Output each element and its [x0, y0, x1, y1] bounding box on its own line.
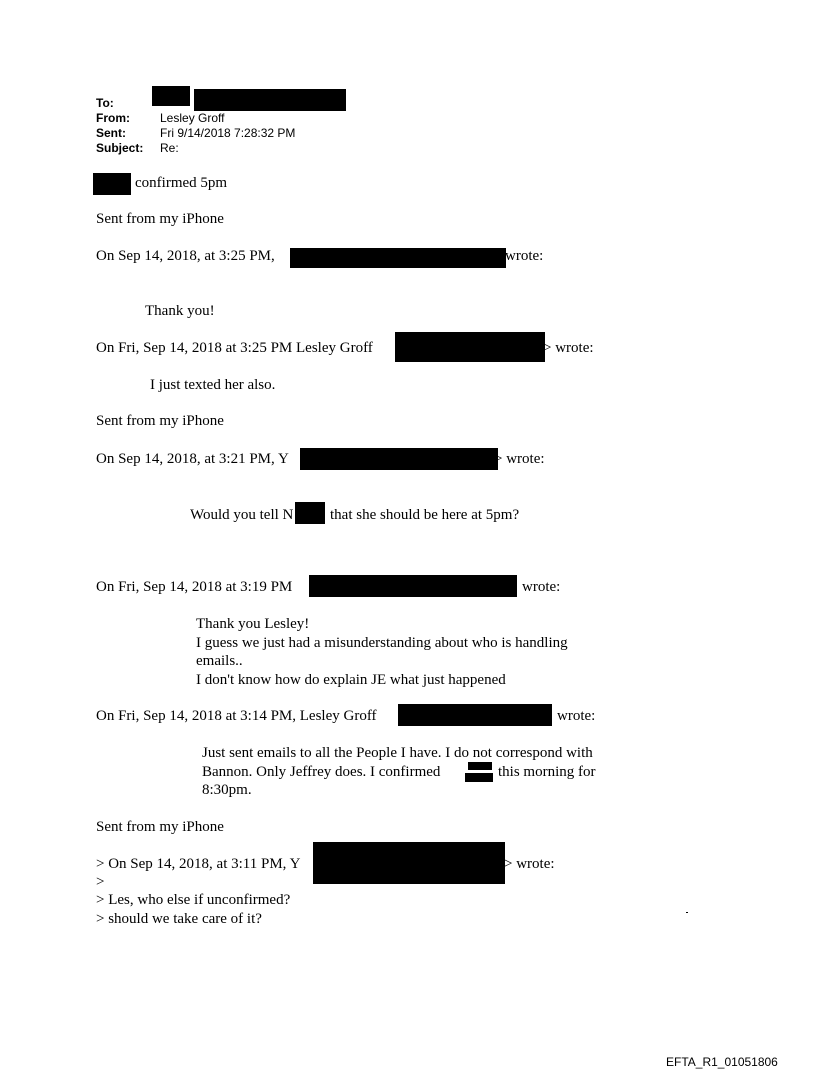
thanks-lesley-line-4: I don't know how do explain JE what just happened [196, 672, 506, 688]
subject-label: Subject: [96, 141, 144, 155]
quote-header-1a: On Sep 14, 2018, at 3:25 PM, [96, 248, 275, 264]
redaction-to-2 [194, 89, 346, 111]
quote-header-3b: > wrote: [494, 451, 545, 467]
redaction-email-2 [398, 704, 552, 726]
sent-value: Fri 9/14/2018 7:28:32 PM [160, 126, 296, 140]
redaction-name-1 [93, 173, 131, 195]
redaction-sender-3 [309, 575, 517, 597]
from-value: Lesley Groff [160, 111, 225, 125]
quote-line-1: > Les, who else if unconfirmed? [96, 892, 291, 908]
quote-header-4b: wrote: [522, 579, 561, 595]
quote-header-3a: On Sep 14, 2018, at 3:21 PM, Y [96, 451, 289, 467]
quote-header-6a: > On Sep 14, 2018, at 3:11 PM, Y [96, 856, 301, 872]
emails-line-2a: Bannon. Only Jeffrey does. I confirmed [202, 764, 441, 780]
redaction-sender-1 [290, 248, 506, 268]
quote-header-5a: On Fri, Sep 14, 2018 at 3:14 PM, Lesley Groff [96, 708, 377, 724]
texted-line: I just texted her also. [150, 377, 276, 393]
redaction-name-2 [295, 502, 325, 524]
tell-line-a: Would you tell N [190, 507, 294, 523]
redaction-name-3b [465, 773, 493, 782]
redaction-email-1 [395, 332, 545, 362]
redaction-sender-4 [313, 842, 505, 884]
from-label: From: [96, 111, 130, 125]
thank-you-line: Thank you! [145, 303, 215, 319]
quote-header-2b: > wrote: [543, 340, 594, 356]
stray-mark [686, 912, 688, 913]
sent-label: Sent: [96, 126, 126, 140]
quote-header-6b: > wrote: [504, 856, 555, 872]
confirmed-line: confirmed 5pm [135, 175, 228, 191]
to-label: To: [96, 96, 114, 110]
quote-header-2a: On Fri, Sep 14, 2018 at 3:25 PM Lesley Groff [96, 340, 373, 356]
thanks-lesley-line-1: Thank you Lesley! [196, 616, 310, 632]
quote-header-5b: wrote: [557, 708, 596, 724]
redaction-to-1 [152, 86, 190, 106]
subject-value: Re: [160, 141, 179, 155]
signature-1: Sent from my iPhone [96, 211, 224, 227]
quote-header-1b: wrote: [505, 248, 544, 264]
tell-line-b: that she should be here at 5pm? [330, 507, 520, 523]
redaction-sender-2 [300, 448, 498, 470]
emails-line-2b: this morning for [498, 764, 596, 780]
quote-blank-line: > [96, 874, 105, 890]
bates-number: EFTA_R1_01051806 [666, 1055, 778, 1069]
quote-line-2: > should we take care of it? [96, 911, 262, 927]
emails-line-1: Just sent emails to all the People I have. I do not correspond with [202, 745, 593, 761]
signature-3: Sent from my iPhone [96, 819, 224, 835]
thanks-lesley-line-3: emails.. [196, 653, 243, 669]
quote-header-4a: On Fri, Sep 14, 2018 at 3:19 PM [96, 579, 293, 595]
redaction-name-3a [468, 762, 492, 770]
signature-2: Sent from my iPhone [96, 413, 224, 429]
emails-line-3: 8:30pm. [202, 782, 252, 798]
thanks-lesley-line-2: I guess we just had a misunderstanding about who is handling [196, 635, 568, 651]
